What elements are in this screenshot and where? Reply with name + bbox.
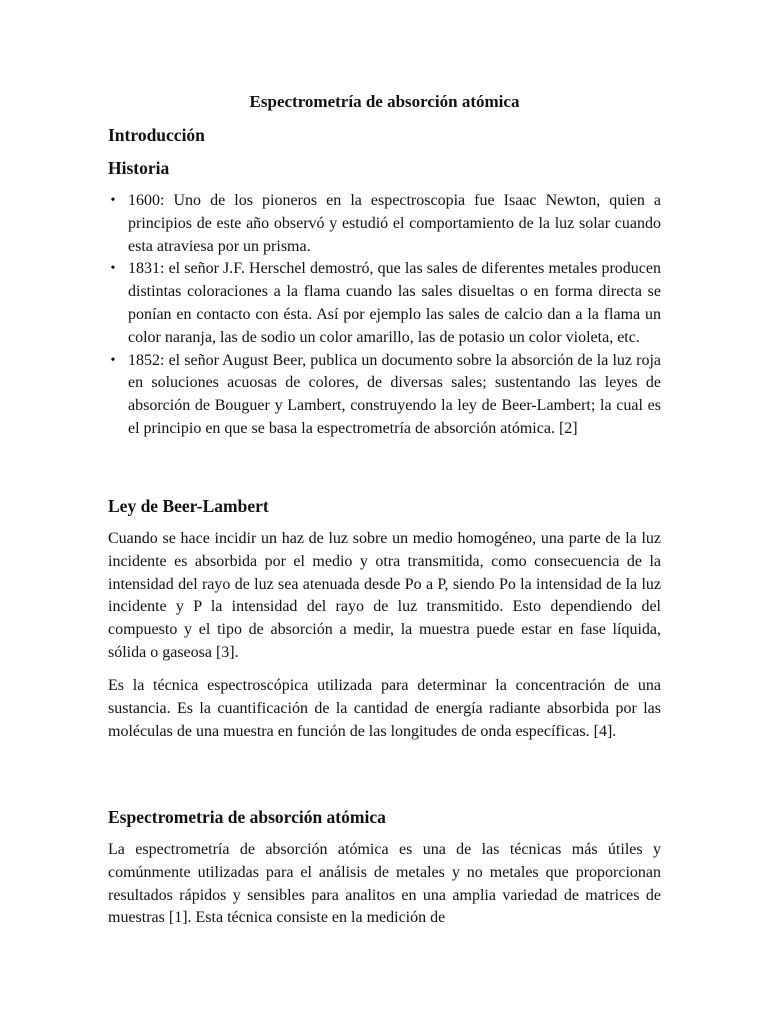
heading-ley-beer-lambert: Ley de Beer-Lambert [108, 496, 269, 516]
document-title: Espectrometría de absorción atómica [249, 92, 520, 111]
historia-item-1600: 1600: Uno de los pioneros en la espectroscopia fue Isaac Newton, quien a principios de este año observó y estudió el comportamiento de la luz solar cuando esta atraviesa por un prisma. [128, 192, 661, 255]
beer-paragraph-1: Cuando se hace incidir un haz de luz sobre un medio homogéneo, una parte de la luz incidente es absorbida por el medio y otra transmitida, como consecuencia de la intensidad del rayo de luz sea atenuada desde Po a P, siendo Po la intensidad de la luz incidente y P la intensidad del rayo de luz transmitido. Esto dependiendo del compuesto y el tipo de absorción a medir, la muestra puede estar en fase líquida, sólida o gaseosa [3]. [108, 530, 661, 661]
bullet-icon: • [110, 352, 116, 368]
heading-introduccion: Introducción [108, 125, 205, 145]
bullet-icon: • [110, 193, 116, 208]
eaa-paragraph: La espectrometría de absorción atómica es una de las técnicas más útiles y comúnmente utilizadas para el análisis de metales y no metales que proporcionan resultados rápidos y sensibles para analitos en una amplia variedad de matrices de muestras [1]. Esta técnica consiste en la medición de [108, 841, 661, 927]
heading-espectrometria: Espectrometria de absorción atómica [108, 807, 386, 827]
list-item [108, 350, 661, 441]
list-item [108, 258, 661, 349]
historia-item-1831: 1831: el señor J.F. Herschel demostró, que las sales de diferentes metales producen distintas coloraciones a la flama cuando las sales disueltas o en forma directa se ponían en contacto con ésta. Así por ejemplo las sales de calcio dan a la flama un color naranja, las de sodio un color amarillo, las de potasio un color violeta, etc. [128, 260, 661, 346]
heading-historia: Historia [108, 158, 170, 178]
historia-list [108, 190, 661, 441]
beer-paragraph-2: Es la técnica espectroscópica utilizada para determinar la concentración de una sustancia. Es la cuantificación de la cantidad de energía radiante absorbida por las moléculas de una muestra en función de las longitudes de onda específicas. [4]. [108, 677, 661, 740]
bullet-icon: • [110, 261, 116, 277]
historia-item-1852: 1852: el señor August Beer, publica un documento sobre la absorción de la luz roja en soluciones acuosas de colores, de diversas sales; sustentando las leyes de absorción de Bouguer y Lambert, construyendo la ley de Beer-Lambert; la cual es el principio en que se basa la espectrometría de absorción atómica. [2] [128, 351, 661, 437]
list-item [108, 190, 661, 258]
